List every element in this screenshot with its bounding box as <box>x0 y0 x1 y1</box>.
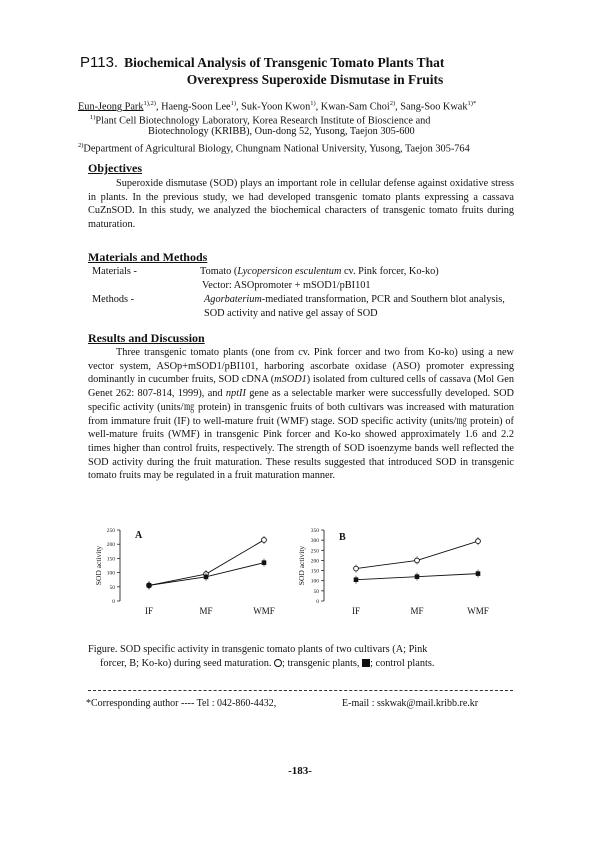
methods-block <box>92 265 522 321</box>
caption-line-1: Figure. SOD specific activity in transgenic tomato plants of two cultivars (A; Pink <box>88 644 428 655</box>
chart-b <box>290 520 520 620</box>
author-1: Eun-Jeong Park <box>78 101 144 113</box>
results-text <box>88 346 514 483</box>
chart-a <box>88 520 288 620</box>
y-tick-label: 0 <box>112 599 115 605</box>
filled-square-icon <box>362 659 370 667</box>
y-tick-label: 300 <box>310 538 319 545</box>
author-tel: *Corresponding author ---- Tel : 042-860-4432, <box>86 698 277 709</box>
open-circle-icon <box>274 659 282 667</box>
methods-post: -mediated transformation, PCR and Southern blot analysis, <box>261 294 505 305</box>
panel-label: B <box>339 532 346 543</box>
aff-2-sup: 2) <box>78 142 84 149</box>
page-number: -183- <box>288 765 312 777</box>
y-tick-label: 150 <box>310 568 319 575</box>
abstract-code: P113. <box>80 54 119 71</box>
data-point-control <box>262 560 267 565</box>
x-tick-label: WMF <box>467 606 489 616</box>
materials-species: Lycopersicon esculentum <box>237 266 342 277</box>
x-tick-label: WMF <box>253 606 275 616</box>
y-tick-label: 250 <box>310 548 319 555</box>
caption-line-2 <box>88 657 518 671</box>
y-tick-label: 200 <box>310 558 319 565</box>
data-point-transgenic <box>476 539 481 544</box>
aff-1-line-1: Plant Cell Biotechnology Laboratory, Korea Research Institute of Bioscience and <box>95 115 431 127</box>
vector-value: Vector: ASOpromoter + mSOD1/pBI101 <box>202 280 371 291</box>
panel-label: A <box>135 530 143 541</box>
results-part-1: Three transgenic tomato plants (one from cv. Pink forcer and two from Ko-ko) using a new vector system, ASOp+mSOD1/pBI101, harboring ascorbate oxidase (ASO) promoter expressing dominantly in cucumber fruits, SOD cDNA ( <box>88 347 514 386</box>
x-tick-label: IF <box>144 606 154 616</box>
aff-1-line-2: Biotechnology (KRIBB), Oun-dong 52, Yusong, Taejon 305-600 <box>148 126 415 137</box>
data-point-control <box>415 574 420 579</box>
y-tick-label: 0 <box>316 599 319 605</box>
data-point-transgenic <box>262 538 267 543</box>
series-line <box>356 541 478 568</box>
methods-value <box>204 293 505 307</box>
data-point-control <box>354 577 359 582</box>
results-heading: Results and Discussion <box>88 331 205 345</box>
footer-divider <box>88 690 513 691</box>
methods-label: Methods - <box>92 294 135 305</box>
y-tick-label: 250 <box>106 528 115 534</box>
results-part-2: ) isolated from cultured cells of cassava (Mol Gen Genet 262: 807-814, 1999), and <box>88 374 514 400</box>
y-axis-label: SOD activity <box>94 545 103 586</box>
author-3-sup: 1) <box>310 100 316 107</box>
caption-part-a: forcer, B; Ko-ko) during seed maturation. <box>100 658 272 669</box>
author-2-sup: 1) <box>230 100 237 107</box>
materials-post: cv. Pink forcer, Ko-ko) <box>341 266 439 277</box>
data-point-control <box>147 583 152 588</box>
aff-2-text: Department of Agricultural Biology, Chungnam National University, Yusong, Taejon 305-764 <box>83 143 470 155</box>
author-2: , Haeng-Soon Lee <box>155 101 231 113</box>
author-5-sup: 1)* <box>467 100 477 107</box>
materials-label: Materials - <box>92 266 137 277</box>
methods-heading: Materials and Methods <box>88 250 208 264</box>
materials-value <box>200 265 439 279</box>
author-4: , Kwan-Sam Choi <box>315 101 390 113</box>
author-email: E-mail : sskwak@mail.kribb.re.kr <box>342 698 479 709</box>
objectives-body: Superoxide dismutase (SOD) plays an important role in cellular defense against oxidative stress in plants. In the previous study, we had developed transgenic tomato plants expressing a cassava CuZnSOD. In this study, we analyzed the biochemical characters of transgenic tomato fruits during maturation. <box>88 178 514 231</box>
methods-line-2: SOD activity and native gel assay of SOD <box>204 308 378 319</box>
results-part-3: gene as a selectable marker were successfully developed. SOD specific activity (units/㎎ protein) in transgenic fruits of both cultivars was increased with maturation from immature fruit (IF) to well-mature fruit (WMF) stage. SOD specific activity (units/㎎ protein) of well-mature fruits (WMF) in transgenic Pink forcer and Ko-ko showed approximately 1.6 and 2.2 times higher than control fruits, respectively. The strength of SOD isoenzyme bands well reflected the SOD activity during the fruit maturation. These results suggested that introduced SOD in transgenic tomato fruits may be regulated in a fruit maturation manner. <box>88 388 514 482</box>
x-tick-label: MF <box>410 606 424 616</box>
y-tick-label: 100 <box>310 578 319 585</box>
title-line-2: Overexpress Superoxide Dismutase in Fruits <box>186 72 444 87</box>
x-tick-label: MF <box>199 606 213 616</box>
y-tick-label: 100 <box>106 570 115 577</box>
materials-pre: Tomato ( <box>200 266 238 277</box>
author-1-sup: 1),2) <box>143 100 156 107</box>
data-point-control <box>476 571 481 576</box>
methods-agro: Agorbaterium <box>204 294 262 305</box>
x-tick-label: IF <box>351 606 361 616</box>
author-5: , Sang-Soo Kwak <box>395 101 468 113</box>
objectives-heading: Objectives <box>88 161 142 175</box>
title-line-1: Biochemical Analysis of Transgenic Tomato Plants That <box>124 55 445 70</box>
caption-part-c: ; control plants. <box>370 658 435 669</box>
aff-1-sup: 1) <box>90 114 96 121</box>
results-gene-2: nptII <box>225 388 246 400</box>
objectives-text <box>88 177 514 232</box>
data-point-control <box>204 575 209 580</box>
y-tick-label: 50 <box>313 588 319 595</box>
results-gene-1: mSOD1 <box>274 374 307 386</box>
author-3: , Suk-Yoon Kwon <box>236 101 311 113</box>
figure-caption <box>88 643 518 671</box>
y-tick-label: 150 <box>106 556 115 563</box>
y-axis-label: SOD activity <box>297 545 306 586</box>
y-tick-label: 200 <box>106 542 115 549</box>
data-point-transgenic <box>354 566 359 571</box>
y-tick-label: 350 <box>310 528 319 534</box>
affiliation-2 <box>78 139 568 155</box>
author-4-sup: 2) <box>389 100 396 107</box>
y-tick-label: 50 <box>109 584 115 591</box>
data-point-transgenic <box>415 558 420 563</box>
paper-title <box>80 54 550 88</box>
caption-part-b: ; transgenic plants, <box>282 658 360 669</box>
